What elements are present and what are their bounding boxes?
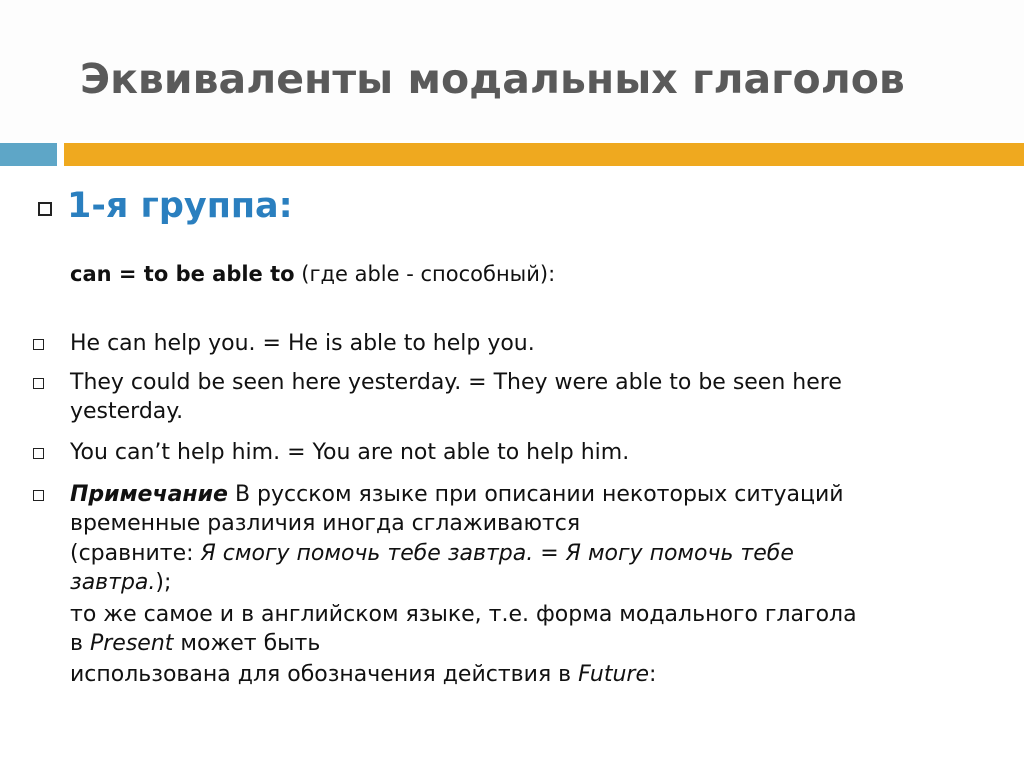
- note-line: [70, 569, 171, 597]
- square-bullet-icon: [33, 490, 44, 501]
- definition-explanation: (где able - способный):: [294, 262, 556, 286]
- note-line: [70, 540, 794, 568]
- note-italic-text: Future: [578, 662, 649, 687]
- note-text: );: [155, 570, 172, 595]
- accent-bar-blue: [0, 143, 57, 166]
- example-line: They could be seen here yesterday. = They were able to be seen here: [70, 370, 842, 395]
- note-line: [70, 661, 656, 689]
- example-line: yesterday.: [70, 399, 184, 424]
- note-line: то же самое и в английском языке, т.е. форма модального глагола: [70, 602, 857, 627]
- slide-title: Эквиваленты модальных глаголов: [80, 55, 905, 103]
- example-line: You can’t help him. = You are not able to help him.: [70, 440, 630, 465]
- definition-formula: can = to be able to: [70, 262, 295, 286]
- note-text: (сравните:: [70, 541, 201, 566]
- square-bullet-icon: [33, 339, 44, 350]
- group-heading: 1-я группа:: [67, 186, 293, 226]
- note-italic-text: Present: [89, 631, 174, 656]
- note-line: временные различия иногда сглаживаются: [70, 511, 581, 536]
- note-label: Примечание: [70, 482, 228, 507]
- square-bullet-icon: [33, 448, 44, 459]
- accent-bar-orange: [64, 143, 1024, 166]
- note-text: использована для обозначения действия в: [70, 662, 579, 687]
- note-text: может быть: [173, 631, 321, 656]
- note-italic-text: Я смогу помочь тебе завтра. = Я могу помочь тебе: [200, 541, 794, 566]
- note-line: [70, 630, 320, 658]
- note-text: :: [649, 662, 657, 687]
- note-text: в: [70, 631, 90, 656]
- definition-line: [70, 262, 555, 286]
- square-bullet-icon: [33, 378, 44, 389]
- note-text: В русском языке при описании некоторых ситуаций: [227, 482, 844, 507]
- square-bullet-icon: [38, 202, 52, 216]
- example-line: He can help you. = He is able to help you.: [70, 331, 535, 356]
- note-italic-text: завтра.: [70, 570, 156, 595]
- note-line: [70, 481, 844, 509]
